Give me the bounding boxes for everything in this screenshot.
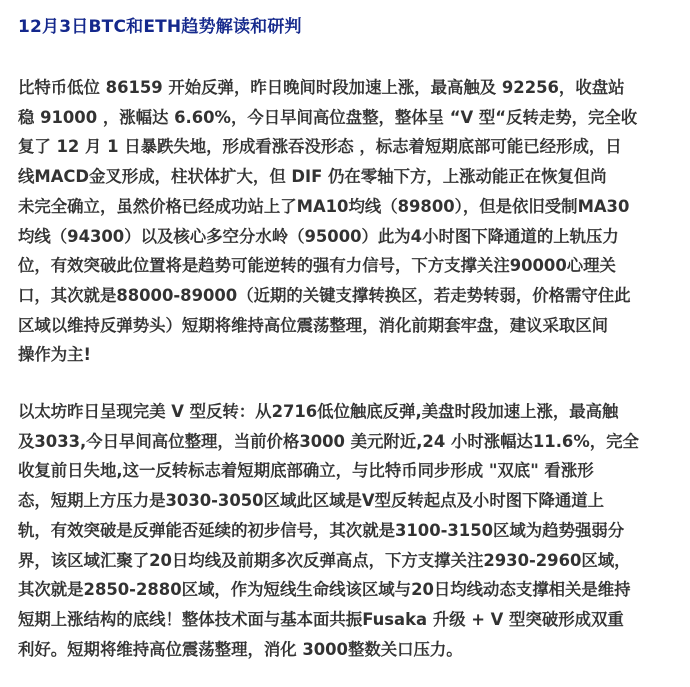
paragraph-line: 以太坊昨日呈现完美 V 型反转：从2716低位触底反弹,美盘时段加速上涨，最高触 xyxy=(18,402,619,422)
paragraph-line: 未完全确立，虽然价格已经成功站上了MA10均线（89800），但是依旧受制MA30 xyxy=(18,196,630,216)
paragraph-line: 态，短期上方压力是3030-3050区域此区域是V型反转起点及小时图下降通道上 xyxy=(18,491,605,511)
paragraph-line: 位，有效突破此位置将是趋势可能逆转的强有力信号，下方支撑关注90000心理关 xyxy=(18,256,616,276)
article-title: 12月3日BTC和ETH趋势解读和研判 xyxy=(18,17,302,37)
paragraph-line: 收复前日失地,这一反转标志着短期底部确立，与比特币同步形成 "双底" 看涨形 xyxy=(18,461,594,481)
paragraph-line: 线MACD金叉形成，柱状体扩大，但 DIF 仍在零轴下方，上涨动能正在恢复但尚 xyxy=(18,167,607,187)
paragraph-line: 及3033,今日早间高位整理，当前价格3000 美元附近,24 小时涨幅达11.6%，完全 xyxy=(18,431,639,451)
paragraph-line: 其次就是2850-2880区域，作为短线生命线该区域与20日均线动态支撑相关是维持 xyxy=(18,580,631,600)
paragraph-line: 区域以维持反弹势头）短期将维持高位震荡整理，消化前期套牢盘，建议采取区间 xyxy=(18,315,609,335)
paragraph-line: 界，该区域汇聚了20日均线及前期多次反弹高点，下方支撑关注2930-2960区域， xyxy=(18,550,631,570)
paragraph-line: 轨，有效突破是反弹能否延续的初步信号，其次就是3100-3150区域为趋势强弱分 xyxy=(18,520,625,540)
paragraph-line: 操作为主! xyxy=(18,345,92,365)
paragraph-line: 均线（94300）以及核心多空分水岭（95000）此为4小时图下降通道的上轨压力 xyxy=(18,226,619,246)
paragraph-line: 比特币低位 86159 开始反弹，昨日晚间时段加速上涨，最高触及 92256，收盘站 xyxy=(18,78,625,97)
paragraph-line: 利好。短期将维持高位震荡整理，消化 3000整数关口压力。 xyxy=(18,639,463,659)
paragraph-line: 稳 91000 ，涨幅达 6.60%，今日早间高位盘整，整体呈 “V 型“反转走势，完全收 xyxy=(18,107,638,127)
paragraph-eth xyxy=(18,397,672,664)
paragraph-line: 短期上涨结构的底线！整体技术面与基本面共振Fusaka 升级 + V 型突破形成双重 xyxy=(18,609,624,629)
paragraph-line: 复了 12 月 1 日暴跌失地，形成看涨吞没形态 ，标志着短期底部可能已经形成，日 xyxy=(18,137,622,157)
paragraph-btc xyxy=(18,73,672,370)
paragraph-line: 口，其次就是88000-89000（近期的关键支撑转换区，若走势转弱，价格需守住此 xyxy=(18,285,631,305)
